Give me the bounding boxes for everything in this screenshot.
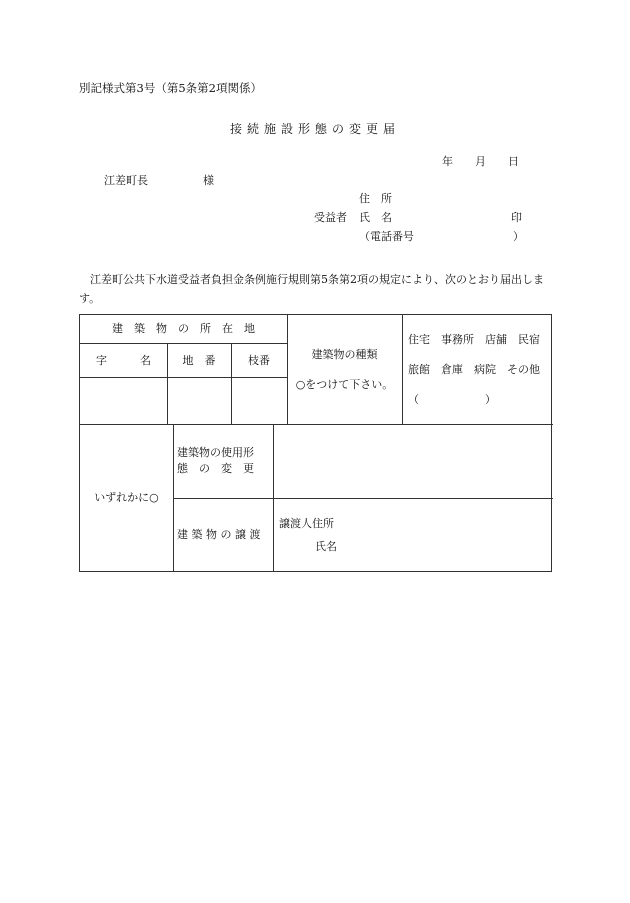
seal-mark: 印 xyxy=(511,211,522,224)
building-type-label: 建築物の種類 xyxy=(311,348,378,361)
choose-one-label: いずれかに○ xyxy=(94,491,159,504)
address-label: 住 所 xyxy=(359,192,392,205)
type-options-line3: （ ） xyxy=(408,393,496,406)
location-header: 建 築 物 の 所 在 地 xyxy=(112,322,255,335)
transferee-name-label: 氏名 xyxy=(315,540,337,553)
edaban-header: 枝番 xyxy=(248,354,270,367)
aza-header: 字 名 xyxy=(96,354,151,367)
type-options-line1: 住宅 事務所 店舗 民宿 xyxy=(408,333,540,346)
form-reference: 別記様式第3号（第5条第2項関係） xyxy=(79,81,262,95)
table-rule xyxy=(80,424,553,425)
table-rule xyxy=(173,424,174,572)
body-text: 江差町公共下水道受益者負担金条例施行規則第5条第2項の規定により、次のとおり届出します。 xyxy=(79,273,544,305)
table-rule xyxy=(273,424,274,572)
usage-change-line1: 建築物の使用形 xyxy=(177,446,254,459)
phone-label: （電話番号 ） xyxy=(359,230,524,243)
beneficiary-label: 受益者 xyxy=(314,211,347,224)
transferee-address-label: 譲渡人住所 xyxy=(279,517,334,530)
transfer-label: 建 築 物 の 譲 渡 xyxy=(177,528,261,541)
notification-table xyxy=(79,314,552,572)
chiban-header: 地 番 xyxy=(182,354,216,367)
table-rule xyxy=(287,315,288,424)
table-rule xyxy=(80,343,287,344)
date-line: 年 月 日 xyxy=(442,155,519,168)
document-title: 接続施設形態の変更届 xyxy=(229,122,400,136)
circle-instruction: ○をつけて下さい。 xyxy=(295,378,394,391)
table-rule xyxy=(402,315,403,424)
usage-change-line2: 態 の 変 更 xyxy=(177,462,254,475)
table-rule xyxy=(80,377,287,378)
name-label: 氏 名 xyxy=(359,211,392,224)
table-rule xyxy=(173,498,553,499)
type-options-line2: 旅館 倉庫 病院 その他 xyxy=(408,363,540,376)
addressee: 江差町長 様 xyxy=(104,174,214,187)
